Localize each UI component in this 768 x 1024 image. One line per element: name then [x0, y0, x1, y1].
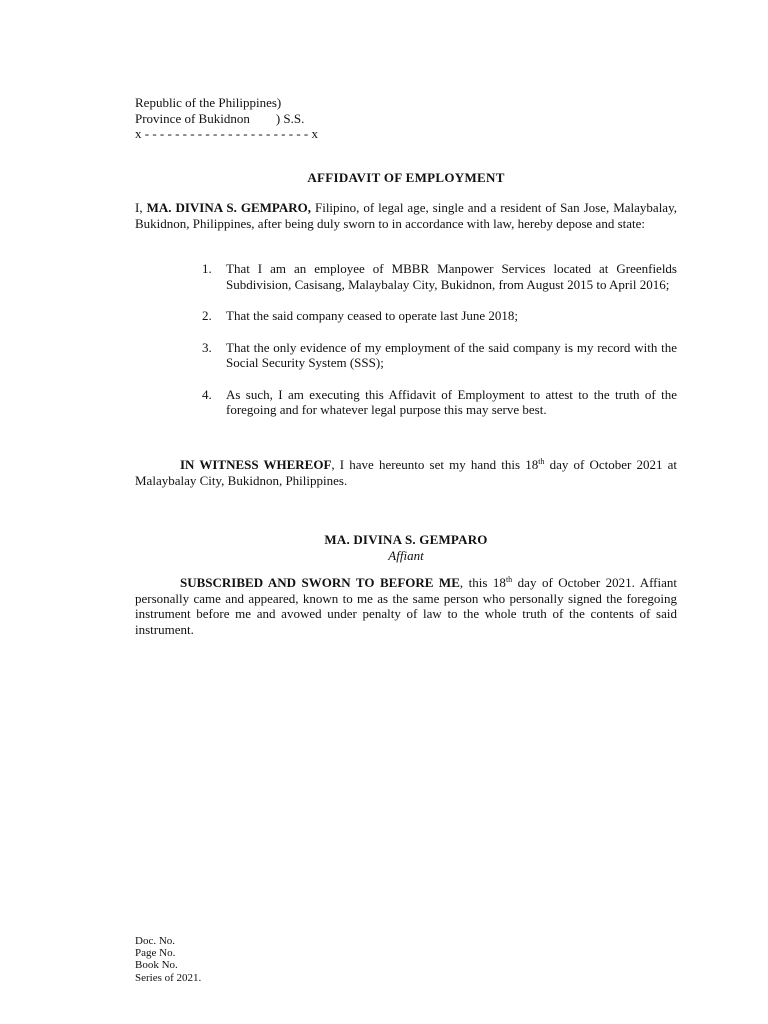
affiant-role: Affiant — [388, 547, 424, 563]
list-item-text: That the only evidence of my employment of the said company is my record with the Social Security System (SSS); — [226, 339, 677, 370]
page-number: Page No. — [135, 947, 176, 960]
statement-list — [185, 261, 677, 434]
intro-paragraph — [135, 200, 677, 231]
jurat-text: , this 18 — [459, 575, 506, 590]
affiant-name: MA. DIVINA S. GEMPARO — [324, 532, 488, 547]
caption-republic: Republic of the Philippines) — [135, 95, 282, 110]
list-item — [185, 261, 677, 292]
list-item-number: 1. — [202, 261, 212, 276]
intro-text: Filipino, of legal age, single and a resident of San Jose, Malaybalay, Bukidnon, Philippines, after being duly sworn to in accordance with law, hereby depose and state: — [135, 200, 677, 231]
list-item-text: That I am an employee of MBBR Manpower Services located at Greenfields Subdivision, Casisang, Malaybalay City, Bukidnon, from August 2015 to April 2016; — [226, 261, 677, 292]
witness-text: , I have hereunto set my hand this 18 — [331, 457, 539, 472]
affiant-name-inline: MA. DIVINA S. GEMPARO, — [146, 200, 311, 215]
list-item-number: 3. — [202, 339, 212, 355]
signature-block — [135, 532, 677, 563]
notarial-register — [135, 935, 201, 984]
venue-caption — [135, 95, 318, 142]
doc-number: Doc. No. — [135, 935, 176, 947]
jurat-lead: SUBSCRIBED AND SWORN TO BEFORE ME — [180, 575, 460, 590]
jurat-text-end: day of October 2021. Affiant personally came and appeared, known to me as the same person who personally signed the foregoing instrument before me and avowed under penalty of law to the whole truth of the contents of said instrument. — [135, 575, 677, 637]
book-number: Book No. — [135, 959, 178, 972]
jurat-ordinal: th — [505, 575, 513, 584]
witness-paragraph — [135, 457, 677, 488]
document-title: AFFIDAVIT OF EMPLOYMENT — [307, 170, 505, 185]
list-item-number: 4. — [202, 386, 212, 402]
witness-ordinal: th — [538, 457, 545, 466]
intro-pronoun: I, — [135, 200, 147, 215]
list-item-number: 2. — [202, 308, 212, 323]
series-year: Series of 2021. — [135, 971, 202, 984]
caption-province: Province of Bukidnon ) S.S. — [135, 110, 305, 126]
list-item — [185, 308, 677, 324]
list-item — [185, 340, 677, 371]
list-item-text: That the said company ceased to operate last June 2018; — [226, 308, 519, 323]
jurat-paragraph — [135, 575, 677, 637]
witness-text-end: day of October 2021 at Malaybalay City, Bukidnon, Philippines. — [135, 457, 677, 488]
list-item-text: As such, I am executing this Affidavit of Employment to attest to the truth of the foregoing and for whatever legal purpose this may serve best. — [226, 386, 677, 417]
caption-divider: x - - - - - - - - - - - - - - - - - - - - - - x — [135, 126, 318, 141]
witness-lead: IN WITNESS WHEREOF — [180, 457, 332, 472]
list-item — [185, 387, 677, 418]
